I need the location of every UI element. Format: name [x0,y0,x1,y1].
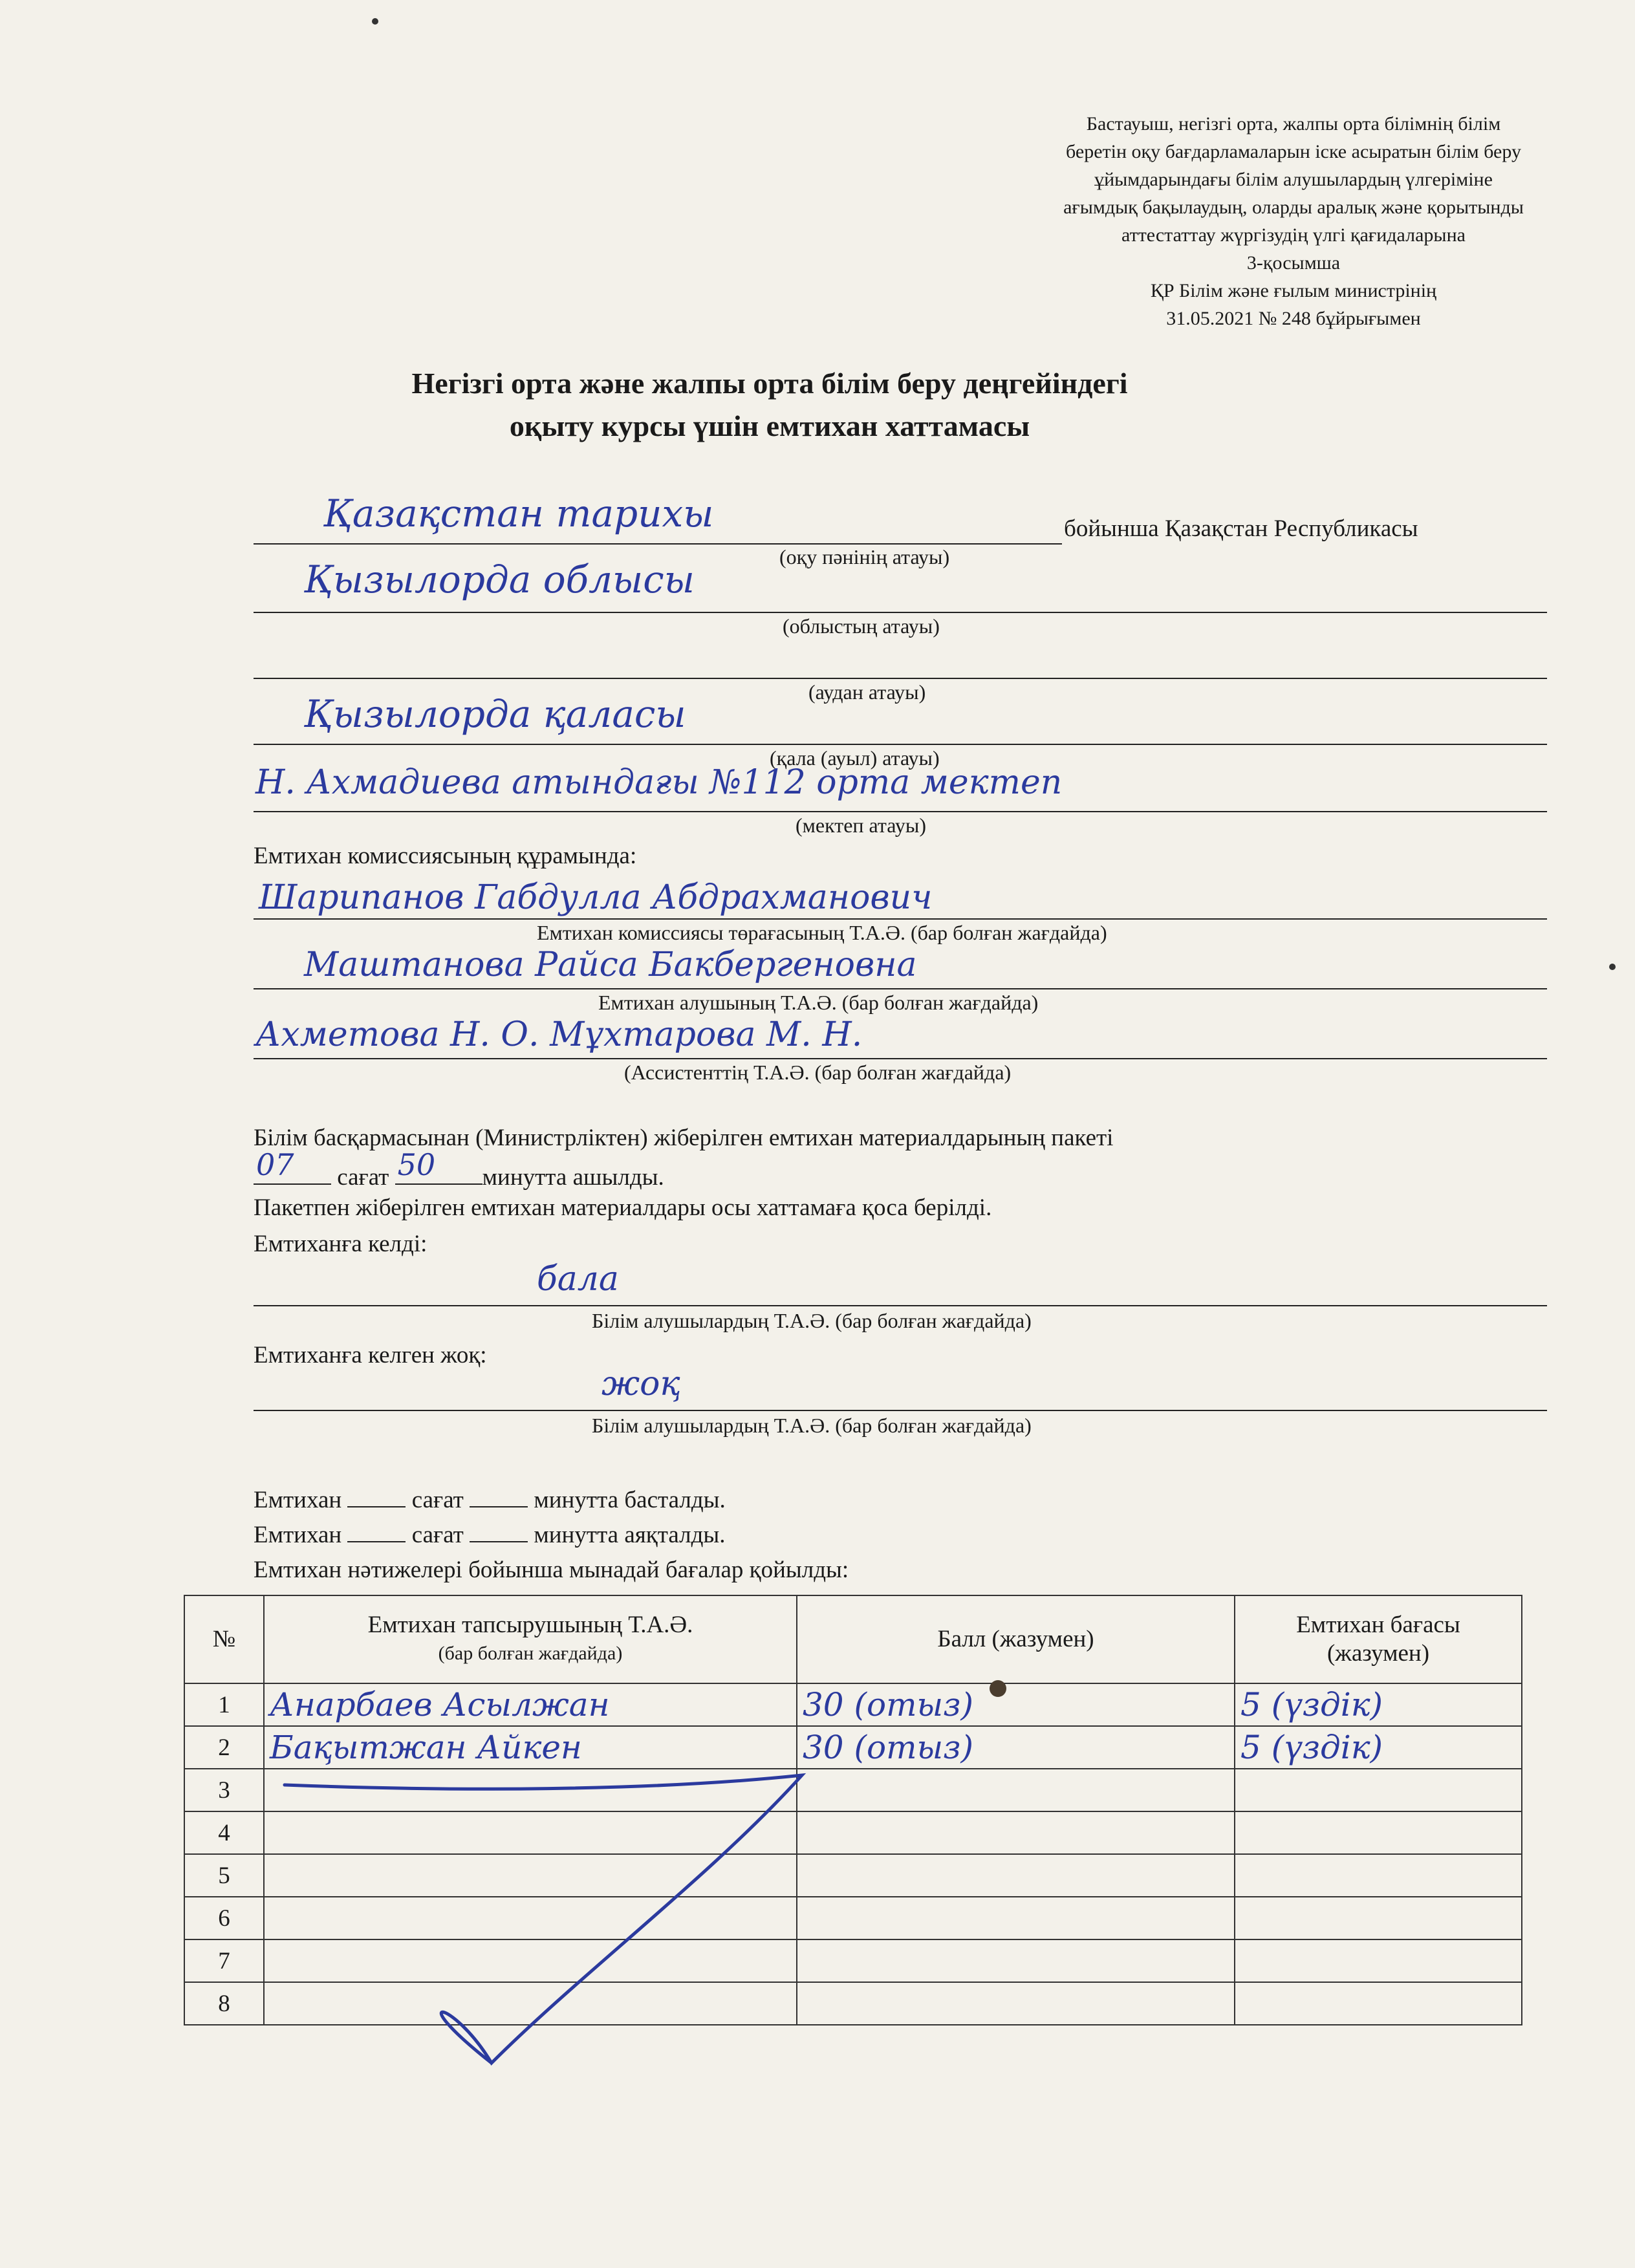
package-hour: 07 [256,1147,294,1182]
came-handwritten: бала [537,1260,619,1299]
header-grade-main: Емтихан бағасы [1296,1612,1460,1638]
absent-handwritten: жоқ [601,1365,680,1403]
row-score: 30 (отыз) [797,1726,1235,1769]
header-note-line: 3-қосымша [1246,252,1341,274]
subject-caption: (оқу пәнінің атауы) [779,545,950,568]
end-prefix: Емтихан [254,1522,342,1548]
row-name: Анарбаев Асылжан [264,1683,797,1726]
package-attached: Пакетпен жіберілген емтихан материалдары осы хаттамаға қоса берілді. [254,1194,992,1221]
row-num: 1 [184,1683,264,1726]
header-name-sub: (бар болған жағдайда) [438,1643,623,1664]
row-name: Бақытжан Айкен [264,1726,797,1769]
package-minute: 50 [397,1147,436,1182]
subject-handwritten: Қазақстан тарихы [323,491,714,535]
examiner-caption: Емтихан алушының Т.А.Ә. (бар болған жағдайда) [598,991,1039,1014]
scan-speck [372,18,378,25]
header-name-main: Емтихан тапсырушының Т.А.Ә. [367,1612,693,1638]
row-num: 5 [184,1854,264,1897]
school-handwritten: Н. Ахмадиева атындағы №112 орта мектеп [255,763,1063,802]
row-num: 8 [184,1982,264,2025]
header-num: № [184,1595,264,1683]
header-note-line: ұйымдарындағы білім алушылардың үлгеріміне [1094,169,1493,190]
scan-speck [1609,964,1616,970]
header-note-line: беретін оқу бағдарламаларын іске асыратын білім беру [1066,141,1521,162]
row-num: 6 [184,1897,264,1939]
header-note-line: аттестаттау жүргізудің үлгі қағидаларына [1121,224,1466,246]
package-minute-label: минутта ашылды. [482,1164,664,1191]
start-suffix: минутта басталды. [534,1487,726,1513]
title-line-2: оқыту курсы үшін емтихан хаттамасы [509,409,1030,442]
subject-suffix: бойынша Қазақстан Республикасы [1064,515,1418,542]
absent-caption: Білім алушылардың Т.А.Ә. (бар болған жағдайда) [592,1414,1032,1437]
came-caption: Білім алушылардың Т.А.Ә. (бар болған жағдайда) [592,1309,1032,1332]
city-caption: (қала (ауыл) атауы) [770,746,940,770]
school-caption: (мектеп атауы) [796,814,927,837]
came-label: Емтиханға келді: [254,1231,428,1257]
package-hour-label: сағат [337,1164,389,1191]
row-num: 2 [184,1726,264,1769]
row-grade: 5 (үздік) [1235,1683,1522,1726]
start-prefix: Емтихан [254,1487,342,1513]
start-hour-label: сағат [411,1487,464,1513]
region-handwritten: Қызылорда облысы [304,557,695,601]
row-grade: 5 (үздік) [1235,1726,1522,1769]
row-num: 3 [184,1769,264,1811]
header-grade-sub: (жазумен) [1326,1640,1430,1667]
header-note-line: ағымдық бақылаудың, оларды аралық және қорытынды [1063,197,1524,218]
scan-speck [990,1680,1006,1697]
row-num: 7 [184,1939,264,1982]
assistants-handwritten: Ахметова Н. О. Мұхтарова М. Н. [255,1015,863,1054]
chairman-caption: Емтихан комиссиясы төрағасының Т.А.Ә. (бар болған жағдайда) [537,921,1107,944]
examiner-handwritten: Маштанова Райса Бакбергеновна [304,945,917,984]
absent-label: Емтиханға келген жоқ: [254,1342,487,1368]
package-line-1: Білім басқармасынан (Министрліктен) жіберілген емтихан материалдарының пакеті [254,1125,1114,1151]
end-hour-label: сағат [411,1522,464,1548]
chairman-handwritten: Шарипанов Габдулла Абдрахманович [259,878,933,917]
header-note-line: Бастауыш, негізгі орта, жалпы орта білімнің білім [1086,113,1501,135]
row-num: 4 [184,1811,264,1854]
end-suffix: минутта аяқталды. [534,1522,726,1548]
city-handwritten: Қызылорда қаласы [304,692,686,736]
row-score: 30 (отыз) [797,1683,1235,1726]
header-note-line: 31.05.2021 № 248 бұйрығымен [1166,308,1421,329]
title-line-1: Негізгі орта және жалпы орта білім беру деңгейіндегі [411,367,1128,400]
commission-label: Емтихан комиссиясының құрамында: [254,843,637,869]
header-note-line: ҚР Білім және ғылым министрінің [1150,280,1437,301]
region-caption: (облыстың атауы) [783,614,940,638]
header-score: Балл (жазумен) [797,1595,1235,1683]
assistants-caption: (Ассистенттің Т.А.Ә. (бар болған жағдайда) [624,1061,1012,1084]
district-caption: (аудан атауы) [808,680,926,704]
results-intro: Емтихан нәтижелері бойынша мынадай бағалар қойылды: [254,1557,849,1583]
